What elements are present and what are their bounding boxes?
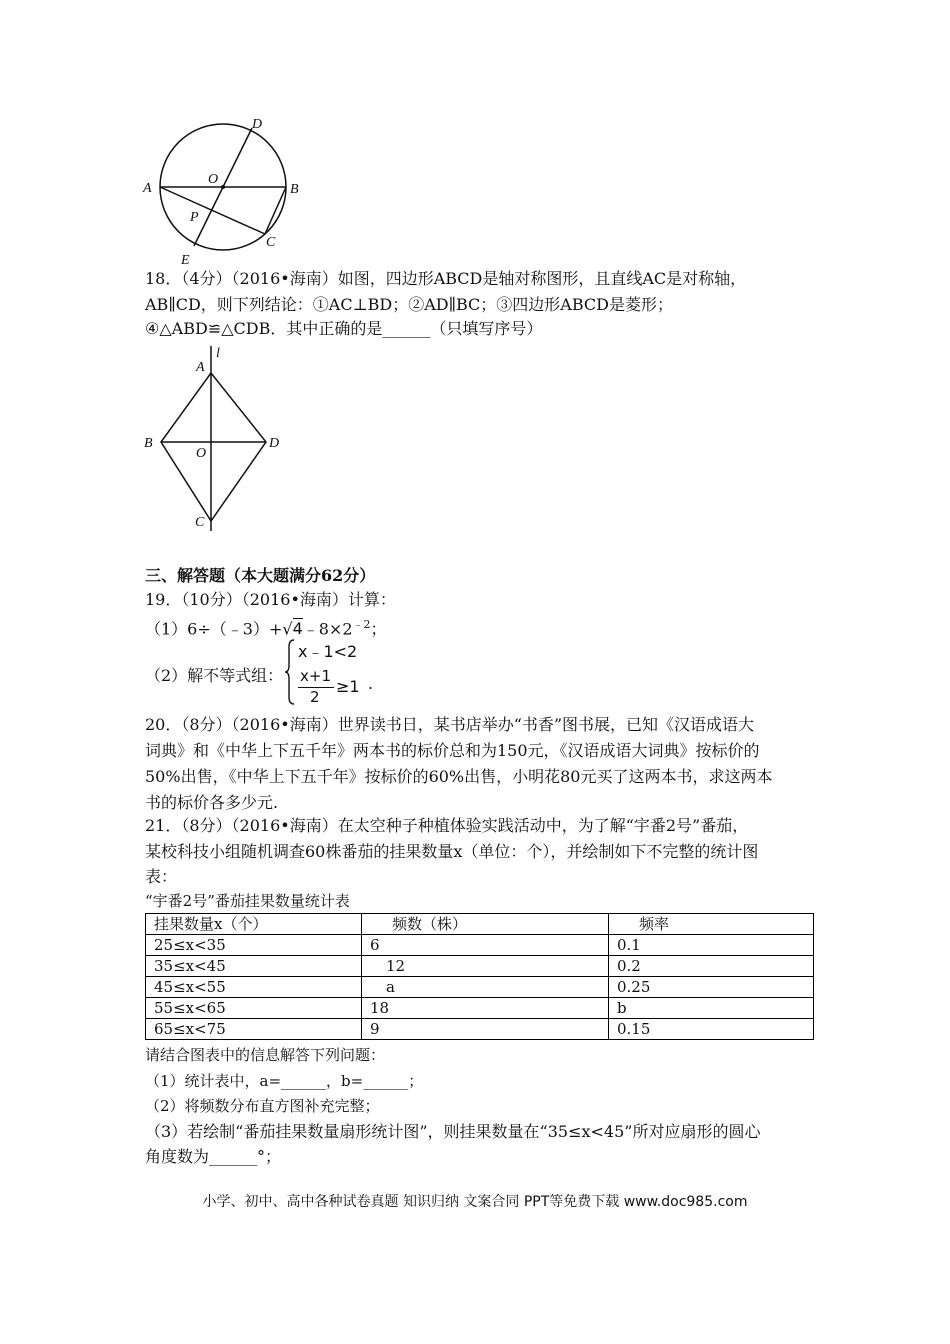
- label-c: C: [266, 235, 276, 250]
- q20-line1: 20．（8分）（2016•海南）世界读书日，某书店举办“书香”图书展，已知《汉语成语大: [145, 715, 755, 734]
- q20-line3: 50%出售，《中华上下五千年》按标价的60%出售，小明花80元买了这两本书，求这两本: [145, 767, 773, 786]
- table-cell: 65≤x<75: [146, 1019, 362, 1040]
- table-cell: 18: [362, 998, 609, 1019]
- inequality-2-relation: ≥1: [336, 677, 360, 696]
- table-cell: 45≤x<55: [146, 977, 362, 998]
- chord-ac: [160, 187, 265, 234]
- table-cell: 25≤x<35: [146, 935, 362, 956]
- table-cell: b: [609, 998, 814, 1019]
- q21-after2: （1）统计表中，a=______，b=______；: [145, 1072, 424, 1090]
- segment-bc: [265, 187, 286, 234]
- q21-after5: 角度数为______°；: [145, 1147, 282, 1166]
- q19-line1: 19．（10分）（2016•海南）计算：: [145, 590, 396, 609]
- q19-part1-exponent: ﹣2: [352, 618, 371, 631]
- center-point: [221, 185, 225, 189]
- q18-line1: 18．（4分）（2016•海南）如图，四边形ABCD是轴对称图形，且直线AC是对称轴，: [145, 269, 747, 288]
- q18-line2: AB∥CD，则下列结论：①AC⊥BD；②AD∥BC；③四边形ABCD是菱形；: [145, 295, 673, 314]
- table-header-row: [146, 914, 814, 935]
- q19-part2-end: .: [368, 674, 374, 693]
- q19-part1-suffix: ﹣8×2: [302, 619, 353, 639]
- q21-line3: 表：: [145, 867, 178, 886]
- sqrt-radicand: 4: [292, 619, 303, 639]
- label-l: l: [216, 346, 220, 361]
- table-header: 挂果数量x（个）: [146, 914, 362, 935]
- q19-part1-end: ；: [370, 619, 387, 639]
- label-b: B: [144, 436, 153, 451]
- q21-line2: 某校科技小组随机调查60株番茄的挂果数量x（单位：个），并绘制如下不完整的统计图: [145, 842, 759, 861]
- q19-part2-prefix: （2）解不等式组：: [145, 666, 284, 685]
- table-row: [146, 935, 814, 956]
- table-cell: 35≤x<45: [146, 956, 362, 977]
- label-d: D: [252, 117, 263, 132]
- table-header: 频率: [609, 914, 814, 935]
- q21-after3: （2）将频数分布直方图补充完整；: [145, 1097, 380, 1115]
- section-title: 三、解答题（本大题满分62分）: [145, 566, 376, 585]
- table-row: [146, 956, 814, 977]
- label-a: A: [143, 181, 152, 196]
- table-cell: 0.2: [609, 956, 814, 977]
- table-cell: 0.25: [609, 977, 814, 998]
- fraction-denominator: 2: [310, 688, 320, 706]
- circle-figure: [140, 112, 310, 268]
- rhombus-abcd: [161, 373, 266, 521]
- label-d: D: [269, 436, 280, 451]
- q18-line3: ④△ABD≌△CDB．其中正确的是______（只填写序号）: [145, 319, 543, 338]
- table-header: 频数（株）: [362, 914, 609, 935]
- label-b: B: [290, 182, 299, 197]
- table-row: [146, 977, 814, 998]
- fraction-numerator: x+1: [300, 667, 331, 685]
- q21-line1: 21．（8分）（2016•海南）在太空种子种植体验实践活动中，为了解“宇番2号”番茄，: [145, 816, 749, 835]
- table-row: [146, 998, 814, 1019]
- label-o: O: [196, 446, 207, 461]
- rhombus-figure: [140, 343, 290, 533]
- inequality-1: x﹣1<2: [298, 642, 358, 661]
- table-title: “宇番2号”番茄挂果数量统计表: [145, 892, 350, 910]
- table-cell: a: [362, 977, 609, 998]
- table-cell: 55≤x<65: [146, 998, 362, 1019]
- table-cell: 0.1: [609, 935, 814, 956]
- table-row: [146, 1019, 814, 1040]
- q21-after4: （3）若绘制“番茄挂果数量扇形统计图”，则挂果数量在“35≤x<45”所对应扇形的圆心: [145, 1122, 761, 1141]
- sqrt-sign: √: [282, 619, 293, 639]
- label-p: P: [190, 210, 199, 225]
- q21-after1: 请结合图表中的信息解答下列问题：: [145, 1046, 386, 1064]
- q19-part1-prefix: （1）6÷（﹣3）+: [145, 619, 283, 639]
- page-footer: 小学、初中、高中各种试卷真题 知识归纳 文案合同 PPT等免费下载 www.doc985.com: [202, 1194, 748, 1210]
- table-cell: 9: [362, 1019, 609, 1040]
- table-cell: 6: [362, 935, 609, 956]
- table-cell: 0.15: [609, 1019, 814, 1040]
- label-e: E: [181, 253, 190, 268]
- label-a: A: [196, 360, 205, 375]
- q20-line2: 词典》和《中华上下五千年》两本书的标价总和为150元，《汉语成语大词典》按标价的: [145, 741, 760, 760]
- label-o: O: [208, 172, 219, 187]
- q20-line4: 书的标价各多少元.: [145, 793, 279, 812]
- table-cell: 12: [362, 956, 609, 977]
- inequality-system: [284, 637, 384, 707]
- left-brace: [284, 639, 296, 705]
- statistics-table: [145, 913, 814, 1040]
- label-c: C: [195, 515, 205, 530]
